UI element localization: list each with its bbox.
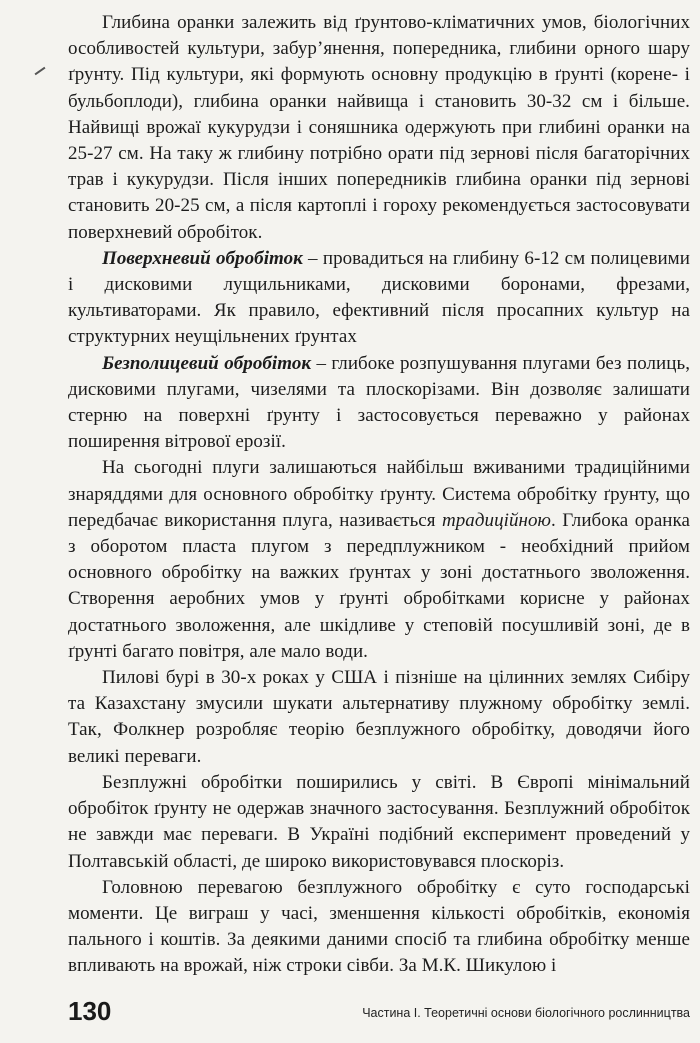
paragraph-main-advantage: [68, 875, 690, 980]
paragraph-traditional-plough: [68, 455, 690, 665]
running-head: Частина І. Теоретичні основи біологічного рослинництва: [362, 1006, 690, 1020]
page-footer: [68, 996, 690, 1036]
paragraph-no-plough-spread: [68, 770, 690, 875]
paragraph-dust-storms: [68, 665, 690, 770]
margin-mark: [35, 67, 46, 76]
term-surface-tillage: Поверхневий обробіток: [102, 247, 303, 269]
paragraph-text: Головною перевагою безплужного обробітку є суто господарські моменти. Це виграш у часі, зменшення кількості обробітків, економія пального і коштів. За деякими даними спосіб та глибина обробітку менше впливають на врожай, ніж строки сівби. За М.К. Шикулою і: [68, 876, 690, 977]
paragraph-text: Безплужні обробітки поширились у світі. В Європі мінімальний обробіток ґрунту не одержав значного застосування. Безплужний обробіток не завжди має переваги. В Україні подібний експеримент проведений у Полтавській області, де широко використовувався плоскоріз.: [68, 771, 690, 872]
paragraph-tillage-depth: [68, 10, 690, 246]
paragraph-text: . Глибока оранка з оборотом пласта плугом з передплужником - необхідний прийом основного обробітку на важких ґрунтах у зоні достатнього зволоження. Створення аеробних умов у ґрунті обробітками корисне у районах достатнього зволоження, але шкідливе у степовій посушливій зоні, де в ґрунті багато повітря, але мало води.: [68, 509, 690, 662]
page-body: [68, 10, 690, 980]
paragraph-moldboardless-tillage: [68, 351, 690, 456]
paragraph-text: – провадиться на глибину 6-12 см полицевими і дисковими лущильниками, дисковими боронами, фрезами, культиваторами. Як правило, ефективний після просапних культур на структурних неущільнених ґрунтах: [68, 247, 690, 348]
page-number: 130: [68, 996, 112, 1026]
paragraph-text: – глибоке розпушування плугами без полиць, дисковими плугами, чизелями та плоскорізами. Він дозволяє залишати стерню на поверхні ґрунту і застосовується переважно у районах поширення вітрової ерозії.: [68, 352, 690, 453]
term-moldboardless-tillage: Безполицевий обробіток: [102, 352, 312, 374]
emphasis-traditional: традиційною: [441, 509, 551, 531]
paragraph-text: Пилові бурі в 30-х роках у США і пізніше на цілинних землях Сибіру та Казахстану змусили шукати альтернативу плужному обробітку землі. Так, Фолкнер розробляє теорію безплужного обробітку, доводячи його великі переваги.: [68, 667, 690, 767]
paragraph-text: На сьогодні плуги залишаються найбільш вживаними традиційними знаряддями для основного обробітку ґрунту. Система обробітку ґрунту, що передбачає використання плуга, називається: [68, 457, 690, 531]
paragraph-surface-tillage: [68, 246, 690, 351]
paragraph-text: Глибина оранки залежить від ґрунтово-кліматичних умов, біологічних особливостей культури, забур’янення, попередника, глибини орного шару ґрунту. Під культури, які формують основну продукцію в ґрунті (корене- і бульбоплоди), глибина оранки найвища і становить 30-32 см і більше. Найвищі врожаї кукурудзи і соняшника одержують при глибині оранки на 25-27 см. На таку ж глибину потрібно орати під зернові після багаторічних трав і кукурудзи. Після інших попередників глибина оранки під зернові становить 20-25 см, а після картоплі і гороху рекомендується застосовувати поверхневий обробіток.: [68, 12, 690, 243]
